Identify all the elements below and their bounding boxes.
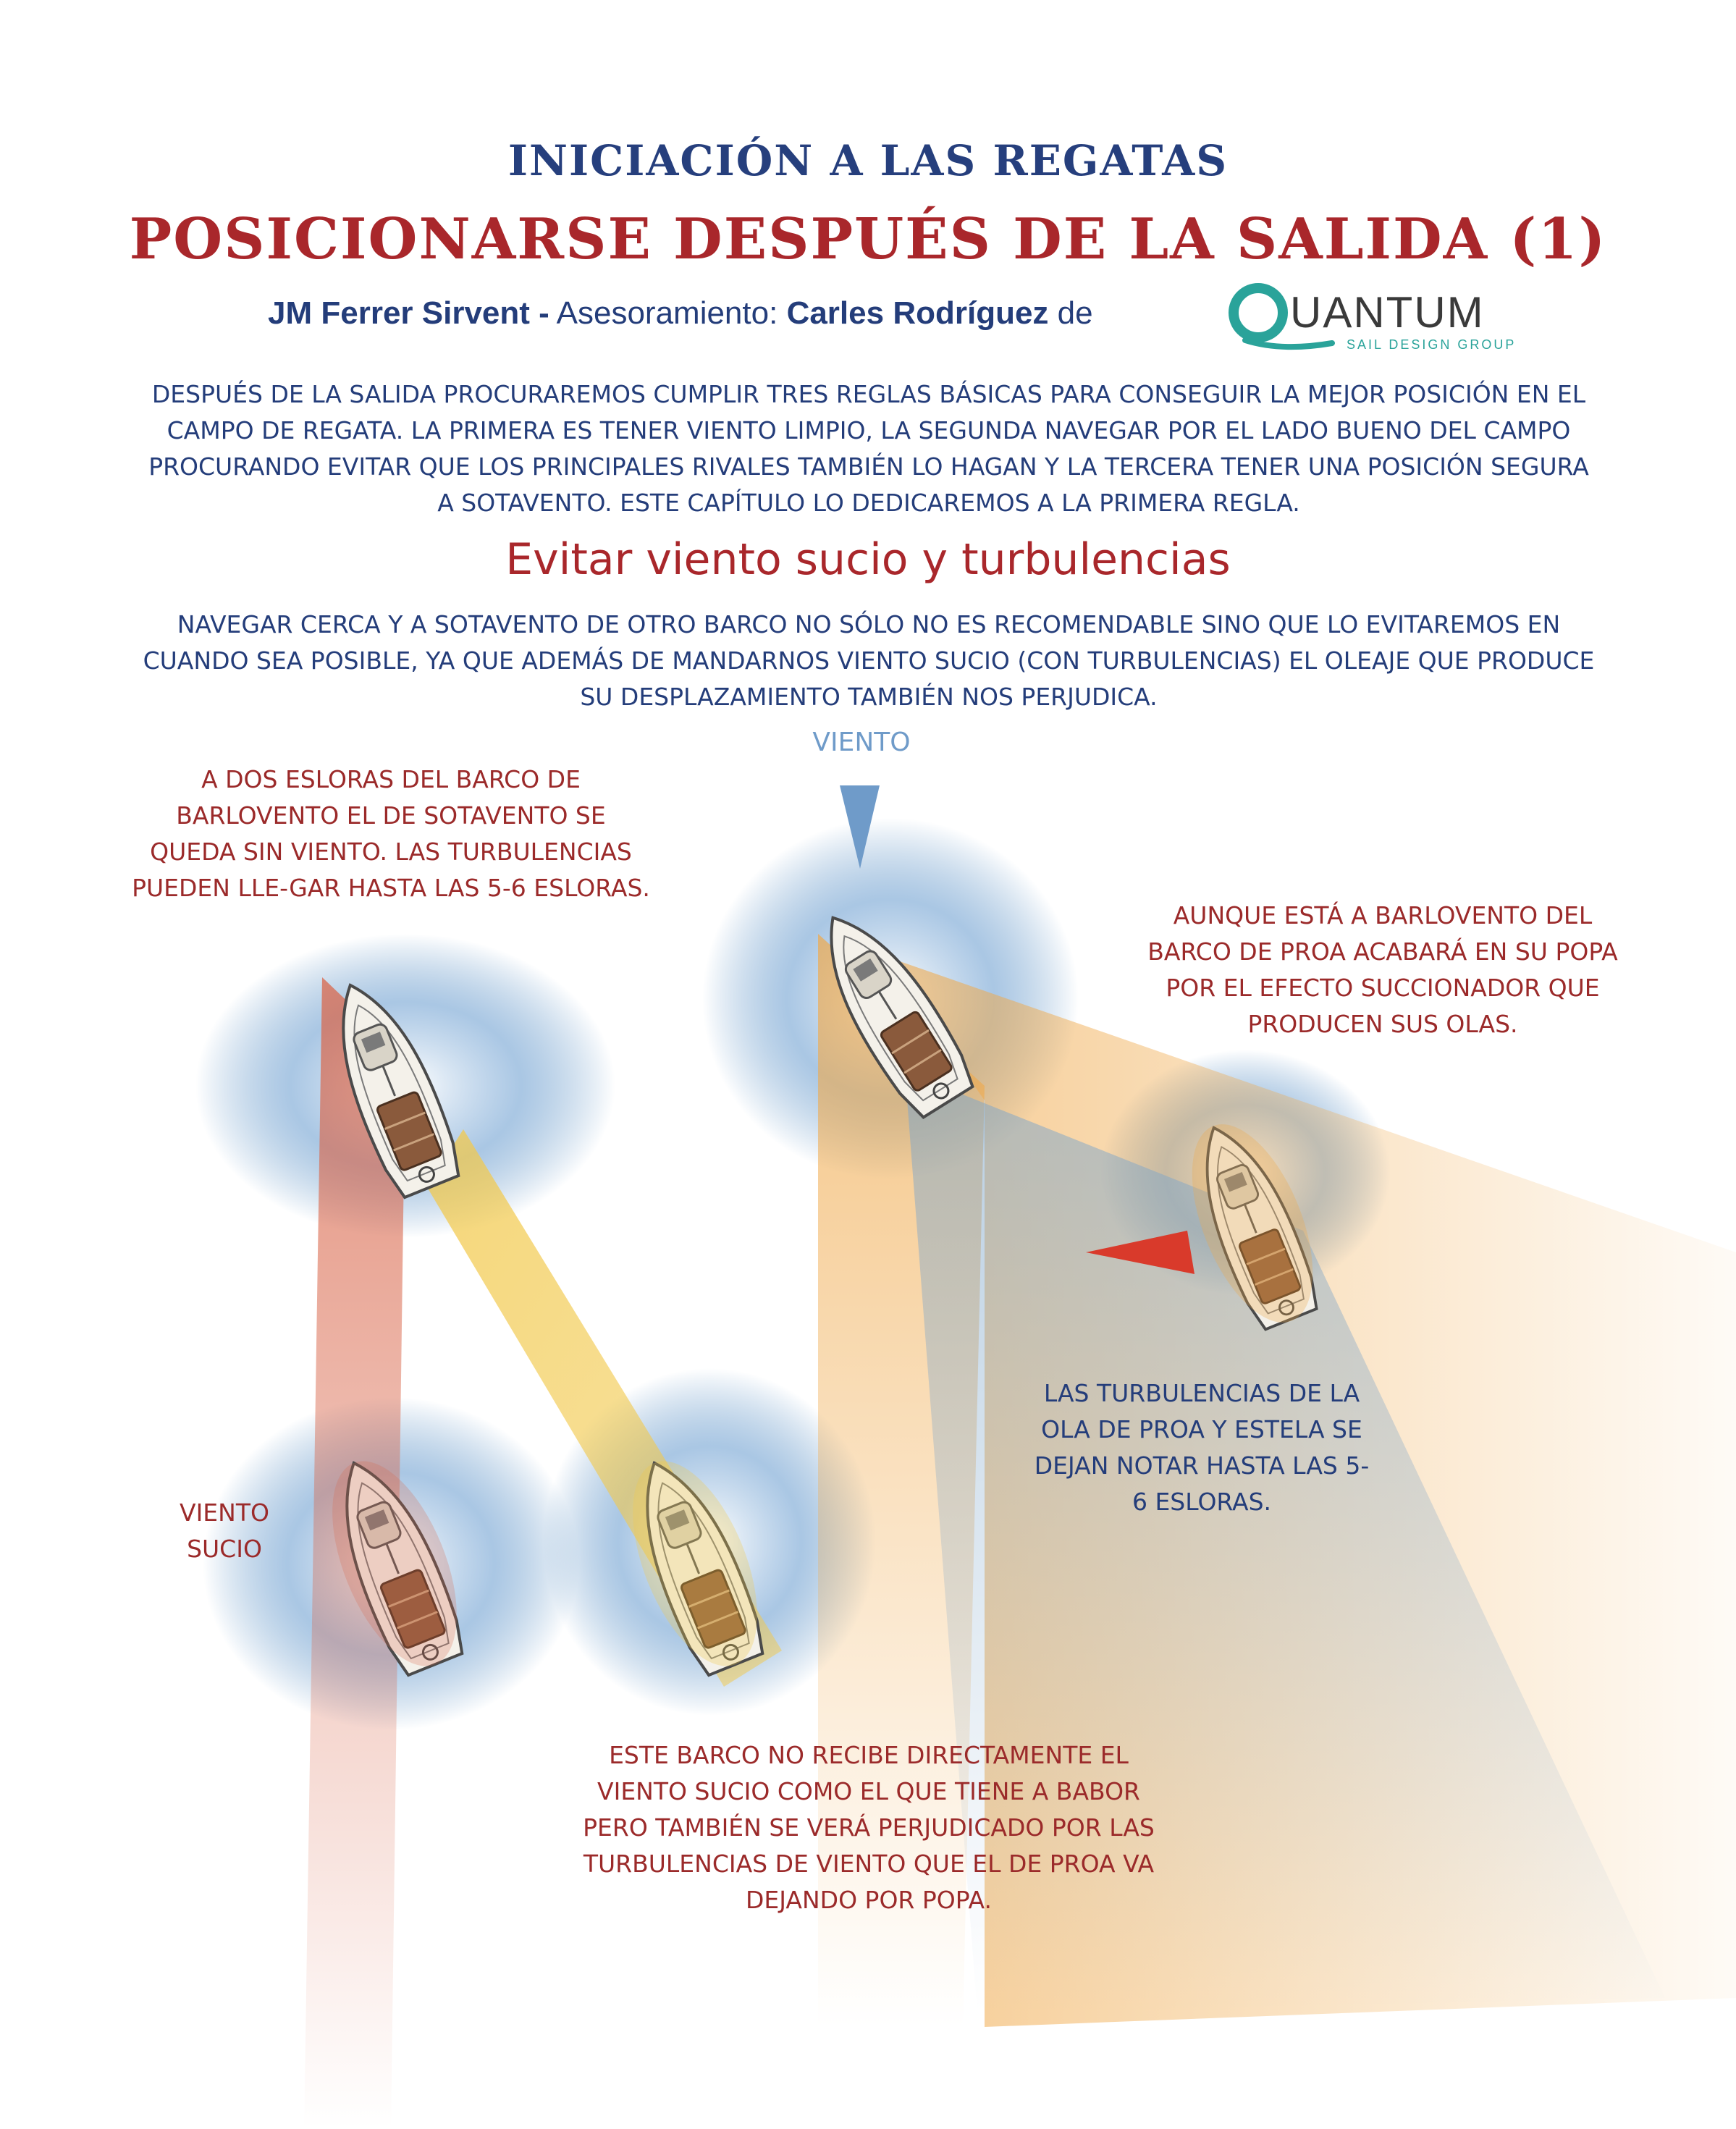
intro-paragraph: DESPUÉS DE LA SALIDA PROCURAREMOS CUMPLIR TRES REGLAS BÁSICAS PARA CONSEGUIR LA MEJOR POSICIÓN EN EL CAMPO DE REGATA. LA PRIMERA ES TENER VIENTO LIMPIO, LA SEGUNDA NAVEGAR POR EL LADO BUENO DEL CAMPO PROCURANDO EVITAR QUE LOS PRINCIPALES RIVALES TAMBIÉN LO HAGAN Y LA TERCERA TENER UNA POSICIÓN SEGURA A SOTAVENTO. ESTE CAPÍTULO LO DEDICAREMOS A LA PRIMERA REGLA. (148, 380, 1589, 517)
note-dirty-wind: VIENTO SUCIO (180, 1498, 269, 1563)
logo-tagline: SAIL DESIGN GROUP (1347, 337, 1517, 352)
section-title: Evitar viento sucio y turbulencias (505, 534, 1231, 585)
note-two-lengths: A DOS ESLORAS DEL BARCO DE BARLOVENTO EL DE SOTAVENTO SE QUEDA SIN VIENTO. LAS TURBULENCIAS PUEDEN LLE-GAR HASTA LAS 5-6 ESLORAS. (132, 765, 650, 902)
advisor-name: Carles Rodríguez (786, 295, 1049, 331)
note-wake-turbulence: LAS TURBULENCIAS DE LA OLA DE PROA Y ESTELA SE DEJAN NOTAR HASTA LAS 5-6 ESLORAS. (1034, 1379, 1370, 1516)
section-body: NAVEGAR CERCA Y A SOTAVENTO DE OTRO BARCO NO SÓLO NO ES RECOMENDABLE SINO QUE LO EVITAREMOS EN CUANDO SEA POSIBLE, YA QUE ADEMÁS DE MANDARNOS VIENTO SUCIO (CON TURBULENCIAS) EL OLEAJE QUE PRODUCE SU DESPLAZAMIENTO TAMBIÉN NOS PERJUDICA. (143, 610, 1595, 711)
series-title: INICIACIÓN A LAS REGATAS (507, 136, 1229, 185)
author-name: JM Ferrer Sirvent (268, 295, 530, 331)
advisory-label: Asesoramiento: (556, 295, 778, 331)
wind-label: VIENTO (812, 728, 911, 757)
credits-separator: - (539, 295, 549, 331)
main-title: POSICIONARSE DESPUÉS DE LA SALIDA (1) (129, 206, 1607, 272)
note-suction: AUNQUE ESTÁ A BARLOVENTO DEL BARCO DE PROA ACABARÁ EN SU POPA POR EL EFECTO SUCCIONADOR QUE PRODUCEN SUS OLAS. (1147, 901, 1618, 1038)
logo-word: UANTUM (1290, 288, 1485, 337)
advisor-connector: de (1057, 295, 1093, 331)
note-indirect: ESTE BARCO NO RECIBE DIRECTAMENTE EL VIENTO SUCIO COMO EL QUE TIENE A BABOR PERO TAMBIÉN SE VERÁ PERJUDICADO POR LAS TURBULENCIAS DE VIENTO QUE EL DE PROA VA DEJANDO POR POPA. (583, 1741, 1155, 1914)
